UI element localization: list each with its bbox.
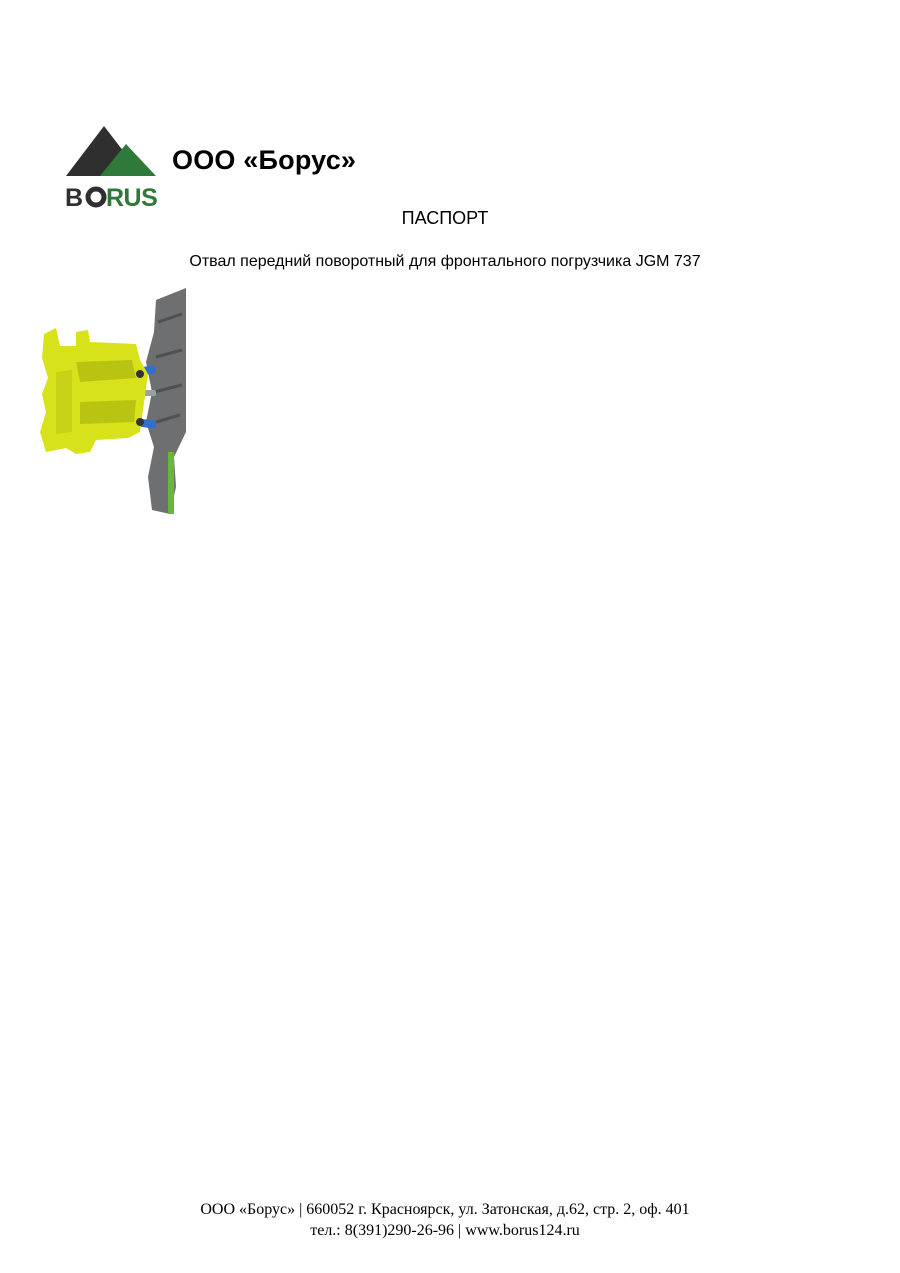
svg-text:RUS: RUS: [106, 184, 158, 210]
mountain-logo-icon: [64, 124, 162, 210]
footer: [0, 1199, 890, 1241]
snow-blade-attachment-icon: [36, 282, 236, 522]
document-title: ПАСПОРТ: [401, 208, 489, 228]
company-logo: [64, 124, 162, 210]
svg-text:B: B: [65, 184, 83, 210]
footer-contacts: тел.: 8(391)290-26-96 | www.borus124.ru: [310, 1222, 580, 1239]
footer-address: ООО «Борус» | 660052 г. Красноярск, ул. Затонская, д.62, стр. 2, оф. 401: [200, 1201, 690, 1218]
document-subtitle: Отвал передний поворотный для фронтального погрузчика JGM 737: [189, 253, 701, 270]
product-illustration: [36, 282, 236, 522]
company-name: ООО «Борус»: [172, 145, 357, 175]
